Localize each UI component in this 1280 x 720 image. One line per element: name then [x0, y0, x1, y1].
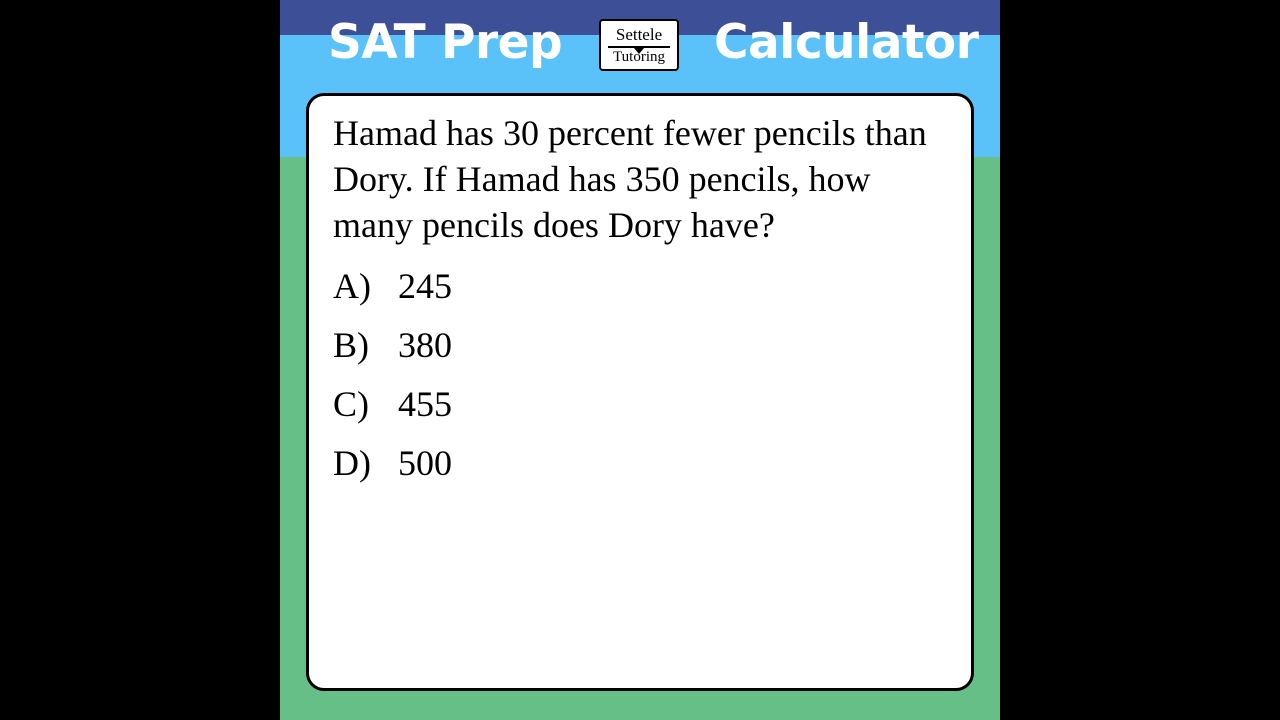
choice-value: 455	[398, 384, 452, 424]
question-text: Hamad has 30 percent fewer pencils than Dory. If Hamad has 350 pencils, how many pencils does Dory have?	[333, 113, 927, 245]
video-frame	[280, 0, 1000, 720]
choice-c	[333, 375, 452, 434]
header-title-right: Calculator	[714, 15, 979, 70]
choice-a	[333, 257, 452, 316]
choice-value: 380	[398, 325, 452, 365]
choice-b	[333, 316, 452, 375]
question-card	[306, 93, 974, 691]
logo-bottom-text: Tutoring	[613, 49, 665, 65]
choice-letter: A)	[333, 266, 371, 306]
choice-value: 245	[398, 266, 452, 306]
choice-d	[333, 434, 452, 493]
answer-choices	[333, 257, 452, 493]
header-title-left: SAT Prep	[328, 15, 563, 70]
choice-letter: C)	[333, 384, 369, 424]
settele-tutoring-logo	[599, 19, 679, 71]
choice-letter: D)	[333, 443, 371, 483]
choice-letter: B)	[333, 325, 369, 365]
choice-value: 500	[398, 443, 452, 483]
logo-top-text: Settele	[615, 25, 663, 44]
